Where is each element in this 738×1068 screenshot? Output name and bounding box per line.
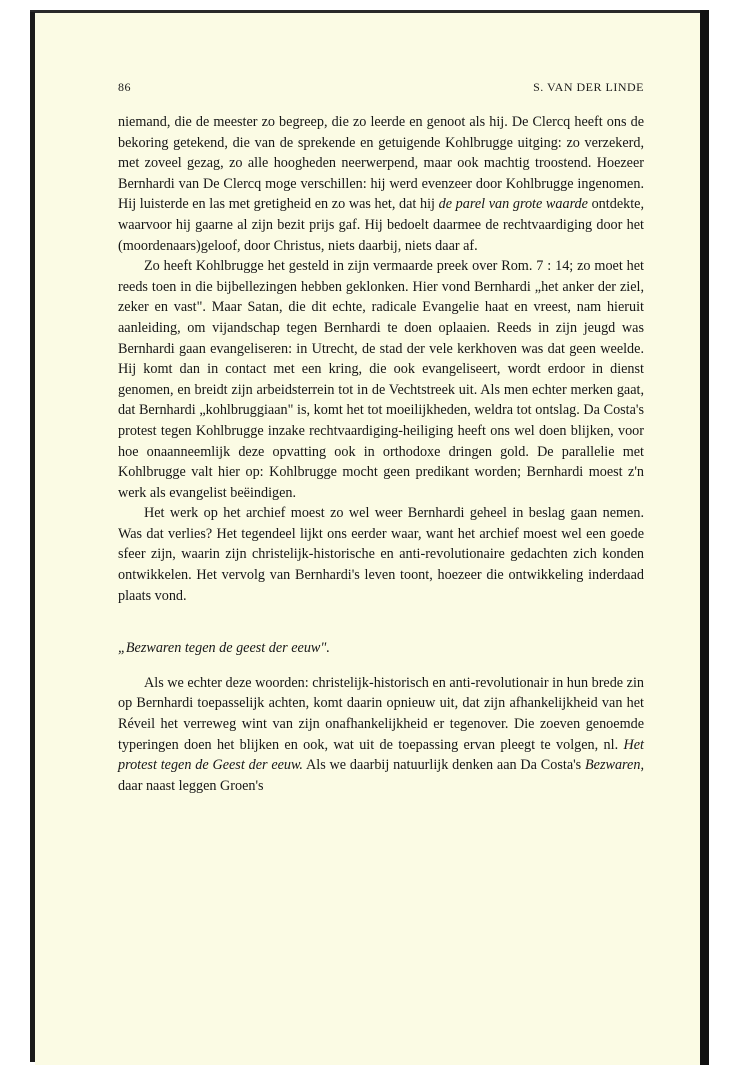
body-text <box>118 112 644 796</box>
page-number: 86 <box>118 80 131 94</box>
p1-text-b: ontdekte, waarvoor hij gaarne al zijn bezit prijs gaf. Hij bedoelt daarmee de rechtvaardiging door het (moordenaars)geloof, door Christus, niets daarbij, niets daar af. <box>118 196 644 254</box>
paragraph-2: Zo heeft Kohlbrugge het gesteld in zijn vermaarde preek over Rom. 7 : 14; zo moet het reeds toen in die bijbellezingen hebben geklonken. Hier vond Bernhardi „het anker der ziel, zeker en vast". Maar Satan, die dit echte, radicale Evangelie haat en vreest, nam hieruit aanleiding, om vijandschap tegen Bernhardi te doen oplaaien. Reeds in zijn jeugd was Bernhardi gaan evangeliseren: in Utrecht, de stad der vele kerkhoven was dat geen weelde. Hij komt dan in contact met een kring, die ook evangeliseert, wordt erdoor in dienst genomen, en breidt zijn arbeidsterrein tot in de Vechtstreek uit. Als men echter merken gaat, dat Bernhardi „kohlbruggiaan" is, komt het tot moeilijkheden, weldra tot ontslag. Da Costa's protest tegen Kohlbrugge inzake rechtvaardiging-heiliging heeft ons wel doen blijken, voor hoe onaanneemlijk deze opvatting ook in orthodoxe dringen gold. De parallelie met Kohlbrugge valt hier op: Kohlbrugge mocht geen predikant worden; Bernhardi moest z'n werk als evangelist beëindigen. <box>118 258 644 501</box>
p1-italic-phrase: de parel van grote waarde <box>438 196 588 213</box>
p4-italic-title: Het protest tegen de Geest der eeuw. <box>118 736 644 774</box>
p1-text-a: niemand, die de meester zo begreep, die zo leerde en genoot als hij. De Clercq heeft ons de bekoring getekend, die van de sprekende en getuigende Kohlbrugge uitging: zo verzekerd, met zoveel gezag, zo alle hoogheden neerwerpend, maar ook machtig troostend. Hoezeer Bernhardi van De Clercq moge verschillen: hij werd evenzeer door Kohlbrugge ingenomen. Hij luisterde en las met gretigheid en zo was het, dat hij <box>118 114 644 213</box>
p4-italic-bezwaren: Bezwaren, <box>585 757 644 774</box>
paragraph-1 <box>118 112 644 256</box>
paragraph-4 <box>118 673 644 797</box>
p4-text-a: Als we echter deze woorden: christelijk-historisch en anti-revolutionair in hun brede zin op Bernhardi toepasselijk achten, komt daarin opnieuw uit, dat zijn afhankelijkheid van het Réveil het verreweg wint van zijn onafhankelijkheid er tegenover. Die zoeven genoemde typeringen doen het blijken en ook, wat uit de toepassing ervan pleegt te volgen, nl. <box>118 674 644 753</box>
heading-gap <box>118 659 644 673</box>
scan-right-edge <box>700 10 709 1065</box>
running-head: S. VAN DER LINDE <box>533 80 644 94</box>
p4-text-b: Als we daarbij natuurlijk denken aan Da Costa's <box>302 757 586 774</box>
section-gap <box>118 606 644 638</box>
section-heading: „Bezwaren tegen de geest der eeuw". <box>118 640 330 657</box>
p4-text-c: daar naast leggen Groen's <box>118 777 264 794</box>
paragraph-3: Het werk op het archief moest zo wel weer Bernhardi geheel in beslag gaan nemen. Was dat verlies? Het tegendeel lijkt ons eerder waar, want het archief moest wel een goede sfeer zijn, waarin zijn christelijk-historische en anti-revolutionaire gedachten zich konden ontwikkelen. Het vervolg van Bernhardi's leven toont, hoezeer die ontwikkeling inderdaad plaats vond. <box>118 505 644 604</box>
